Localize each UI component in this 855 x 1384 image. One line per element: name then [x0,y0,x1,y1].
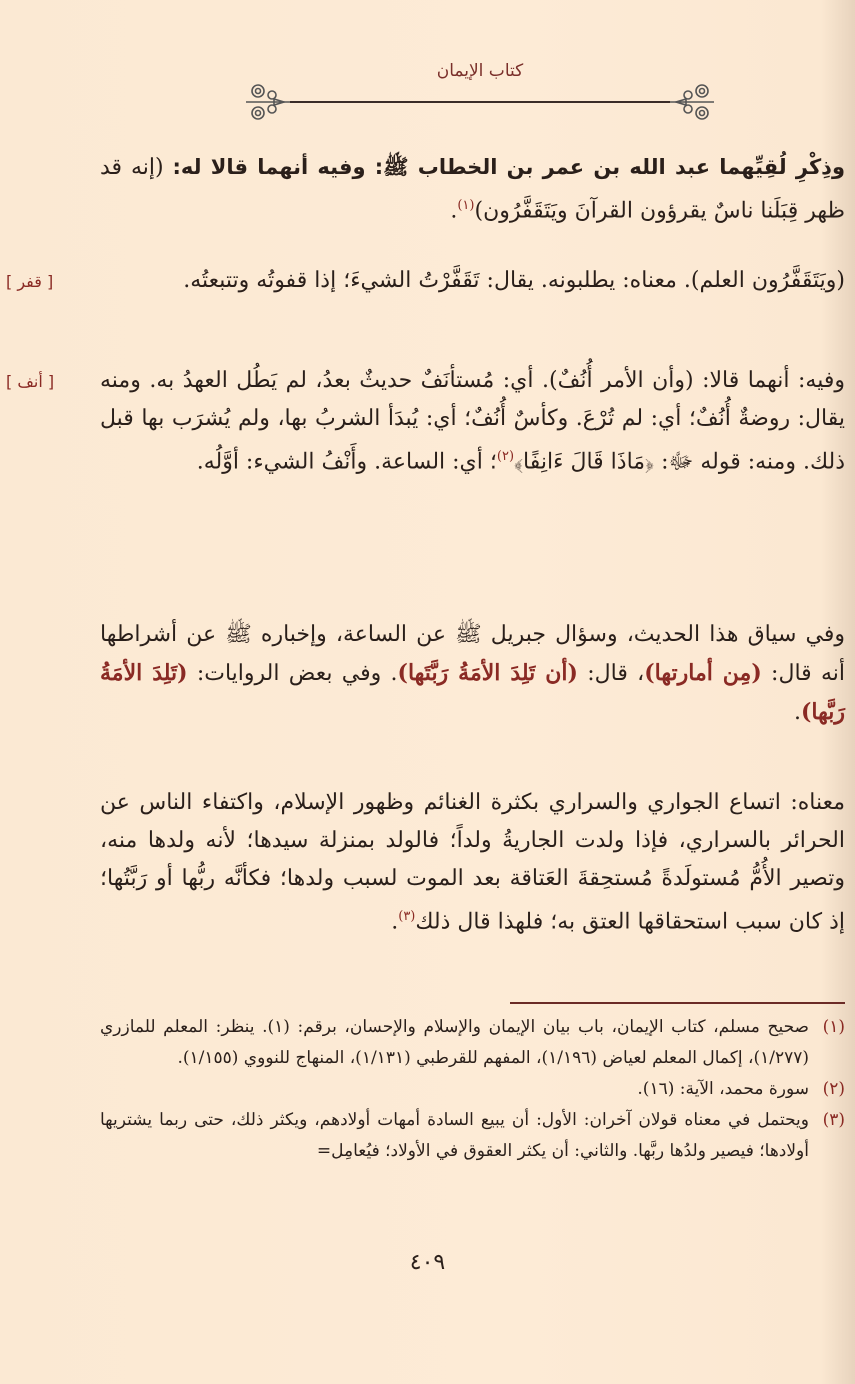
paragraph-4: وفي سياق هذا الحديث، وسؤال جبريل ﷺ عن الساعة، وإخباره ﷺ عن أشراطها أنه قال: (مِن أمارتها)، قال: (أن تَلِدَ الأمَةُ رَبَّتَها). وفي بعض الروايات: (تَلِدَ الأمَةُ رَبَّها). [100,622,845,725]
footnote-ref-1[interactable]: (١) [457,198,475,213]
paragraph-1: وذِكْرِ لُقِيِّهما عبد الله بن عمر بن الخطاب ﷺ: وفيه أنهما قالا له: (إنه قد ظهر قِبَلَنا ناسٌ يقرؤون القرآنَ ويَتَقَفَّرُون)$^{(١)}$. [100,155,845,224]
footnote-3 [100,1105,845,1167]
footnote-text: صحيح مسلم، كتاب الإيمان، باب بيان الإيمان والإسلام والإحسان، برقم: (١). ينظر: المعلم للمازري (١/٢٧٧)، إكمال المعلم لعياض (١/١٩٦)، المفهم للقرطبي (١/١٣١)، المنهاج للنووي (١/١٥٥). [100,1017,809,1068]
footnote-2 [100,1074,845,1105]
footnote-text: ويحتمل في معناه قولان آخران: الأول: أن يبيع السادة أمهات أولادهم، ويكثر ذلك، حتى ربما يشتريها أولادها؛ فيصير ولدُها ربَّها. والثاني: أن يكثر العقوق في الأولاد؛ فيُعامِل= [100,1110,809,1161]
footnote-text: سورة محمد، الآية: (١٦). [637,1079,809,1099]
footnote-number: (٣) [822,1110,845,1130]
highlight-quote-1: (مِن أمارتها) [644,660,762,686]
paragraph-2-text: (ويَتَقَفَّرُون العلم). معناه: يطلبونه. يقال: تَقَفَّرْتُ الشيءَ؛ إذا قفوتُه وتتبعتُه. [183,268,845,293]
footnote-number: (٢) [822,1079,845,1099]
paragraph-5: معناه: اتساع الجواري والسراري بكثرة الغنائم وظهور الإسلام، واكتفاء الناس عن الحرائر بالسراري، فإذا ولدت الجاريةُ ولداً؛ فالولد بمنزلة سيدها؛ لأنه ولدها منه، وتصير الأُمُّ مُستولَدةً مُستحِقةَ العَتاقة بعد الموت لسبب ولدها؛ فكأنَّه ربُّها أو رَبَّتُها؛ إذ كان سبب استحقاقها العتق به؛ فلهذا قال ذلك$^{(٣)}$. [100,790,845,935]
footnote-ref-2[interactable]: (٢) [496,449,515,464]
paragraph-3-text: وفيه: أنهما قالا: (وأن الأمر أُنُفٌ). أي: مُستأنَفٌ حديثٌ بعدُ، لم يَطُل العهدُ به. ومنه يقال: روضةٌ أُنُفٌ؛ أي: لم تُرْعَ. وكأسٌ أُنُفٌ؛ أي: يُبدَأ الشربُ بها، ولم يُشرَب بها قبل ذلك. ومنه: قوله ﷻ: ﴿مَاذَا قَالَ ءَانِفًا﴾ [100,368,845,475]
footnote-number: (١) [822,1017,845,1037]
paragraph-1-quote: (إنه قد ظهر قِبَلَنا ناسٌ يقرؤون القرآنَ ويَتَقَفَّرُون) [100,155,845,224]
page-number: ٤٠٩ [409,1250,446,1275]
paragraph-1-bold-intro: وذِكْرِ لُقِيِّهما عبد الله بن عمر بن الخطاب ﷺ: وفيه أنهما قالا له: [172,155,845,179]
footnotes [100,1012,845,1167]
footnote-separator [510,1002,845,1004]
header-rule [290,101,670,103]
scroll-ornament-right-icon [668,81,716,123]
footnote-1 [100,1012,845,1074]
margin-tag-anf: [ أنف ] [6,372,55,391]
header-title: كتاب الإيمان [436,61,524,81]
scroll-ornament-left-icon [244,81,292,123]
running-header [240,55,720,115]
paragraph-5-text: معناه: اتساع الجواري والسراري بكثرة الغنائم وظهور الإسلام، واكتفاء الناس عن الحرائر بالسراري، فإذا ولدت الجاريةُ ولداً؛ فالولد بمنزلة سيدها؛ لأنه ولدها منه، وتصير الأُمُّ مُستولَدةً مُستحِقةَ العَتاقة بعد الموت لسبب ولدها؛ فكأنَّه ربُّها أو رَبَّتُها؛ إذ كان سبب استحقاقها العتق به؛ فلهذا قال ذلك [100,790,845,935]
paragraph-2 [100,262,845,300]
margin-tag-qafar: [ قفر ] [6,272,54,291]
footnote-ref-3[interactable]: (٣) [398,909,416,924]
paragraph-3: وفيه: أنهما قالا: (وأن الأمر أُنُفٌ). أي: مُستأنَفٌ حديثٌ بعدُ، لم يَطُل العهدُ به. ومنه يقال: روضةٌ أُنُفٌ؛ أي: لم تُرْعَ. وكأسٌ أُنُفٌ؛ أي: يُبدَأ الشربُ بها، ولم يُشرَب بها قبل ذلك. ومنه: قوله ﷻ: ﴿مَاذَا قَالَ ءَانِفًا﴾$^{(٢)}$؛ أي: الساعة. وأَنْفُ الشيء: أوَّلُه. [100,368,845,475]
highlight-quote-2: (أن تَلِدَ الأمَةُ رَبَّتَها) [397,660,578,686]
highlight-quote-3: (تَلِدَ الأمَةُ رَبَّها) [100,660,845,725]
